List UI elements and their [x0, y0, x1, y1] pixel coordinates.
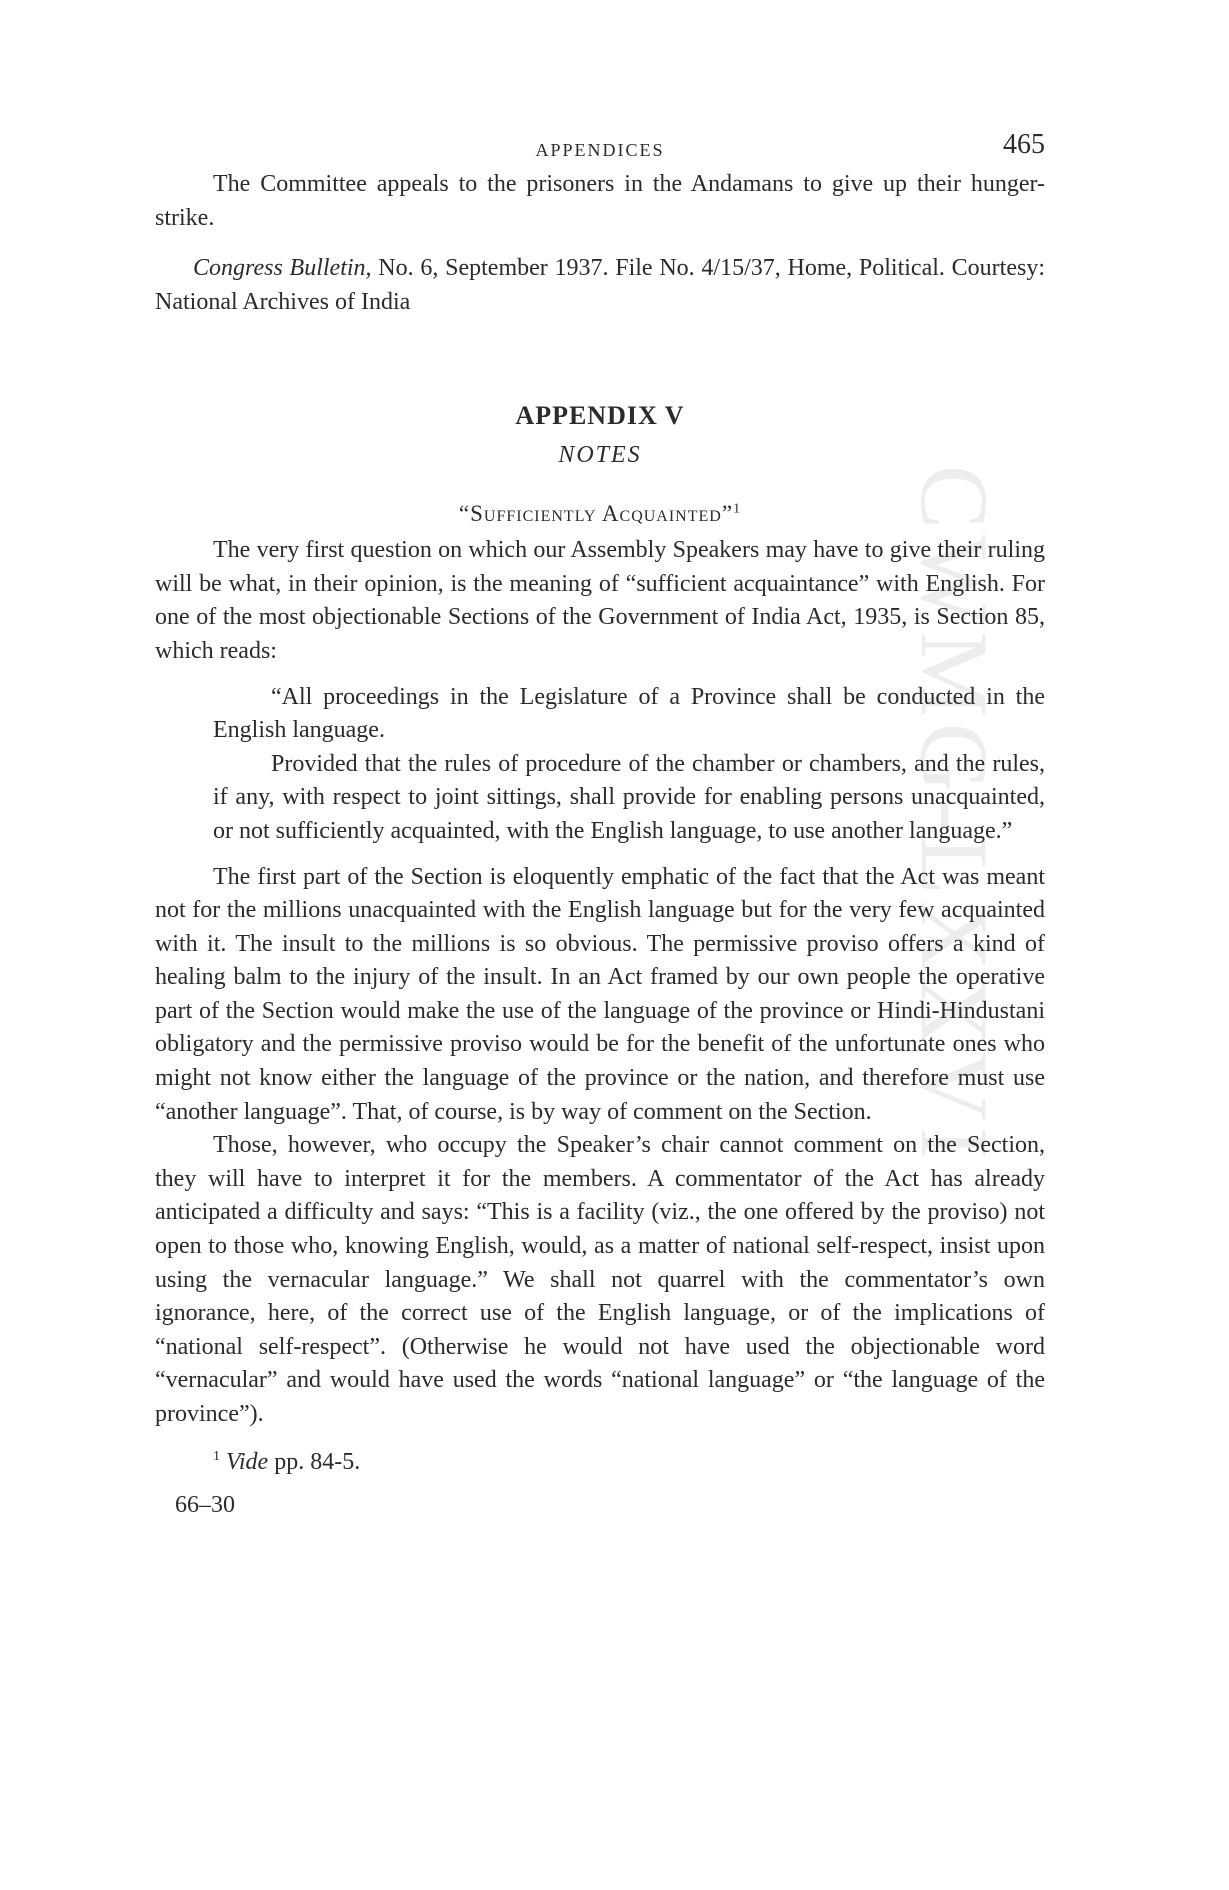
- heading-footnote-mark: 1: [733, 500, 742, 516]
- paragraph-1: The very first question on which our Assembly Speakers may have to give their ruling will be what, in their opinion, is the meaning of “sufficient acquaintance” with English. For one of the most objectionable Sections of the Government of India Act, 1935, is Section 85, which reads:: [155, 537, 1045, 664]
- paragraph-3: Those, however, who occupy the Speaker’s chair cannot comment on the Section, they will have to interpret it for the members. A commentator of the Act has already anticipated a difficulty and says: “This is a facility (viz., the one offered by the proviso) not open to those who, knowing English, would, as a matter of national self-respect, insist upon using the vernacular language.” We shall not quarrel with the commentator’s own ignorance, here, of the correct use of the English language, or of the implications of “national self-respect”. (Otherwise he would not have used the objectionable word “vernacular” and would have used the words “national language” or “the language of the province”).: [155, 1132, 1045, 1427]
- intro-paragraph: The Committee appeals to the prisoners in the Andamans to give up their hunger-strike.: [155, 171, 1045, 231]
- quote-paragraph-2: Provided that the rules of procedure of the chamber or chambers, and the rules, if any, with respect to joint sittings, shall provide for enabling persons unacquainted, or not sufficiently acquainted, with the English language, to use another language.”: [213, 750, 1045, 844]
- source-rest: No. 6, September 1937. File No. 4/15/37, Home, Political. Courtesy: National Archives of India: [155, 255, 1045, 315]
- block-quote: [213, 681, 1045, 849]
- watermark: CWMG-LXXVI: [901, 465, 1008, 1165]
- running-head-title: APPENDICES: [535, 140, 665, 160]
- running-head: [155, 128, 1045, 168]
- page-number: 465: [1003, 129, 1045, 160]
- footnote-rest: pp. 84-5.: [268, 1448, 361, 1475]
- section-heading-text: “Sufficiently Acquainted”: [458, 500, 734, 526]
- printer-signature: 66–30: [175, 1492, 235, 1519]
- source-italic: Congress Bulletin,: [193, 255, 372, 282]
- appendix-title: APPENDIX V: [515, 401, 685, 431]
- page: [155, 128, 1045, 1523]
- source-citation: [155, 252, 1045, 319]
- footnote: [155, 1446, 1045, 1480]
- quote-paragraph-1: “All proceedings in the Legislature of a Province shall be conducted in the English language.: [213, 683, 1045, 744]
- footnote-mark: 1: [213, 1448, 220, 1464]
- paragraph-2: The first part of the Section is eloquently emphatic of the fact that the Act was meant not for the millions unacquainted with the English language but for the very few acquainted with it. The insult to the millions is so obvious. The permissive proviso offers a kind of healing balm to the injury of the insult. In an Act framed by our own people the operative part of the Section would make the use of the language of the province or Hindi-Hindustani obligatory and the permissive proviso would be for the benefit of the unfortunate ones who might not know either the language of the province or the nation, and therefore must use “another language”. That, of course, is by way of comment on the Section.: [155, 863, 1045, 1125]
- appendix-subtitle: NOTES: [558, 441, 642, 468]
- footnote-italic: Vide: [226, 1448, 269, 1475]
- section-heading: [155, 497, 1045, 531]
